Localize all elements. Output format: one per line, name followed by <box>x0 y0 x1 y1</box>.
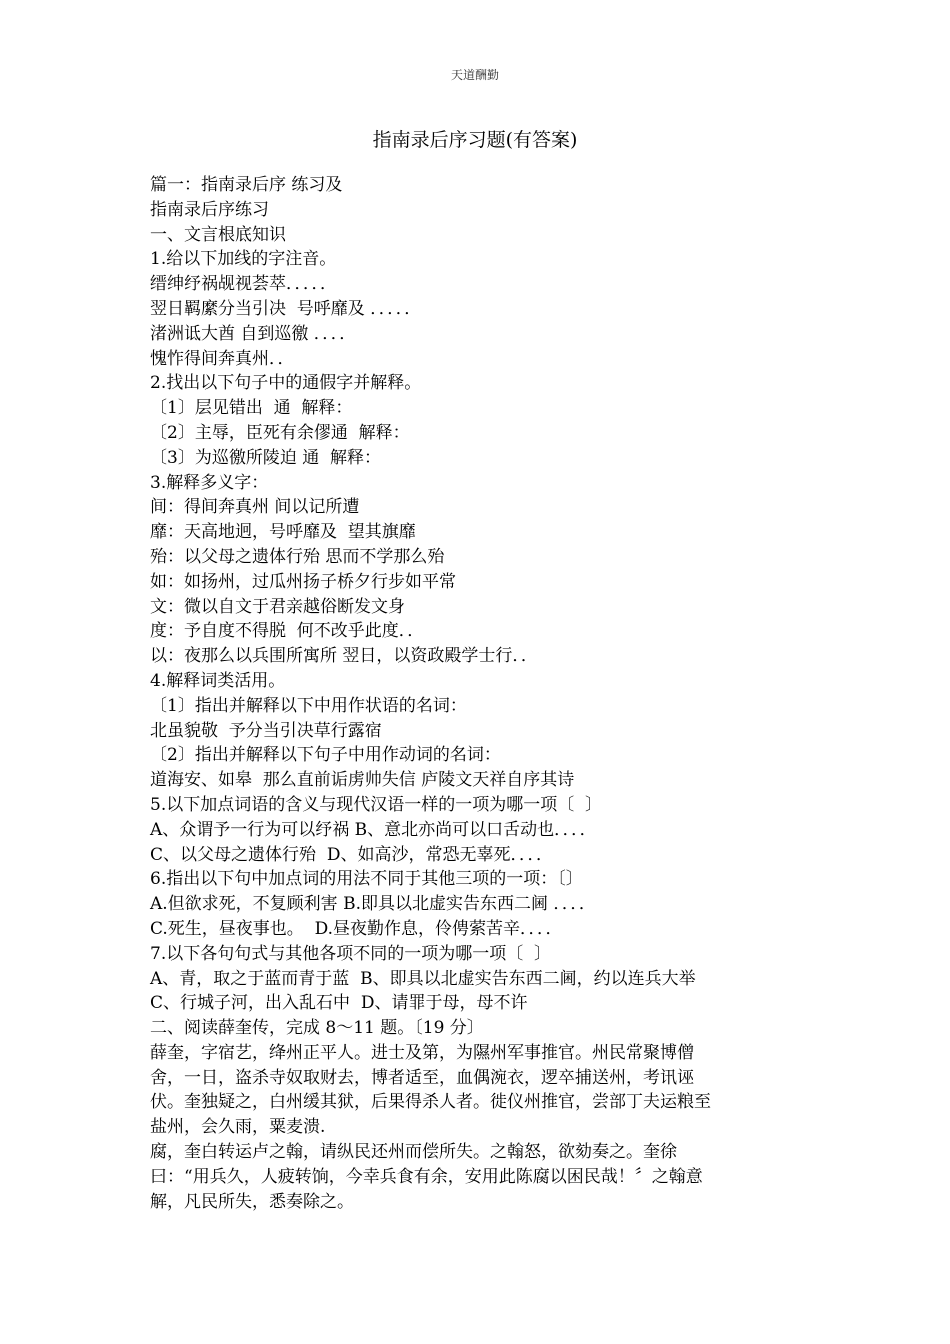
text-line: A、青，取之于蓝而青于蓝 B、即具以北虚实告东西二阃，约以连兵大举 <box>150 968 696 989</box>
text-line: 曰：“用兵久，人疲转饷，今幸兵食有余，安用此陈腐以困民哉！〞之翰意 <box>150 1166 703 1187</box>
text-line: 渚洲诋大酋 自到巡徼 ．．．． <box>150 323 357 344</box>
text-line: 6.指出以下句中加点词的用法不同于其他三项的一项：〔〕 <box>150 869 583 890</box>
text-line: 2.找出以下句子中的通假字并解释。 <box>150 373 422 394</box>
text-line: 二、阅读薛奎传，完成 8～11 题。〔19 分〕 <box>150 1018 484 1039</box>
text-line: 〔1〕指出并解释以下中用作状语的名词： <box>150 695 467 716</box>
text-line: 北虽貌敬 予分当引决草行露宿 <box>150 720 382 741</box>
text-line: 盐州，会久雨，粟麦溃. <box>150 1117 326 1138</box>
text-line: 以：夜那么以兵围所寓所 翌日，以资政殿学士行．． <box>150 646 538 667</box>
text-line: 解，凡民所失，悉奏除之。 <box>150 1191 354 1212</box>
text-line: 靡：天高地迥，号呼靡及 望其旗靡 <box>150 522 416 543</box>
text-line: 缙绅纾祸觇视荟萃．．．．． <box>150 274 337 295</box>
text-line: 殆：以父母之遗体行殆 思而不学那么殆 <box>150 546 445 567</box>
page-header: 天道酬勤 <box>450 68 499 82</box>
text-line: 7.以下各句句式与其他各项不同的一项为哪一项〔 〕 <box>150 943 552 964</box>
text-line: 翌日羁縻分当引决 号呼靡及 ．．．．． <box>150 298 422 319</box>
text-line: 〔2〕指出并解释以下句子中用作动词的名词： <box>150 745 501 766</box>
text-line: A、众谓予一行为可以纾祸 B、意北亦尚可以口舌动也．．．． <box>150 819 597 840</box>
text-line: 一、文言根底知识 <box>150 224 286 245</box>
text-line: 3.解释多义字： <box>150 472 269 493</box>
text-line: 愧怍得间奔真州．． <box>150 348 295 369</box>
text-line: A.但欲求死，不复顾利害 B.即具以北虚实告东西二阃 ．．．． <box>150 894 596 915</box>
document-title: 指南录后序习题(有答案) <box>372 129 578 151</box>
text-line: 间：得间奔真州 间以记所遭 <box>150 497 360 518</box>
text-line: 道海安、如皋 那么直前诟虏帅失信 庐陵文天祥自序其诗 <box>150 770 575 791</box>
text-line: C.死生，昼夜事也。 D.昼夜勤作息，伶俜萦苦辛．．．． <box>150 918 563 939</box>
text-line: 4.解释词类活用。 <box>150 670 286 691</box>
text-line: 舍，一日，盗杀寺奴取财去，博者适至，血偶涴衣，逻卒捕送州，考讯诬 <box>150 1067 694 1088</box>
text-line: 伏。奎独疑之，白州缓其狱，后果得杀人者。徙仪州推官，尝部丁夫运粮至 <box>150 1092 711 1113</box>
text-line: 〔3〕为巡徼所陵迫 通 解释： <box>150 447 382 468</box>
text-line: 如：如扬州，过瓜州扬子桥夕行步如平常 <box>150 571 456 592</box>
text-line: 篇一：指南录后序 练习及 <box>150 175 343 195</box>
text-line: 5.以下加点词语的含义与现代汉语一样的一项为哪一项〔 〕 <box>150 794 603 815</box>
text-line: C、行城子河，出入乱石中 D、请罪于母，母不许 <box>150 993 528 1014</box>
text-line: 〔2〕主辱，臣死有余僇通 解释： <box>150 422 410 443</box>
document-body <box>150 173 800 1214</box>
text-line: 1.给以下加线的字注音。 <box>150 249 337 270</box>
text-line: 薛奎，字宿艺，绛州正平人。进士及第，为隰州军事推官。州民常聚博僧 <box>150 1042 694 1063</box>
text-line: 度：予自度不得脱 何不改乎此度．． <box>150 621 425 642</box>
text-line: C、以父母之遗体行殆 D、如高沙，常恐无辜死．．．． <box>150 844 553 865</box>
text-line: 〔1〕层见错出 通 解释： <box>150 398 353 419</box>
text-line: 腐，奎白转运卢之翰，请纵民还州而偿所失。之翰怒，欲劾奏之。奎徐 <box>150 1142 677 1163</box>
text-line: 指南录后序练习 <box>150 199 269 220</box>
text-line: 文：微以自文于君亲越俗断发文身 <box>150 596 405 617</box>
